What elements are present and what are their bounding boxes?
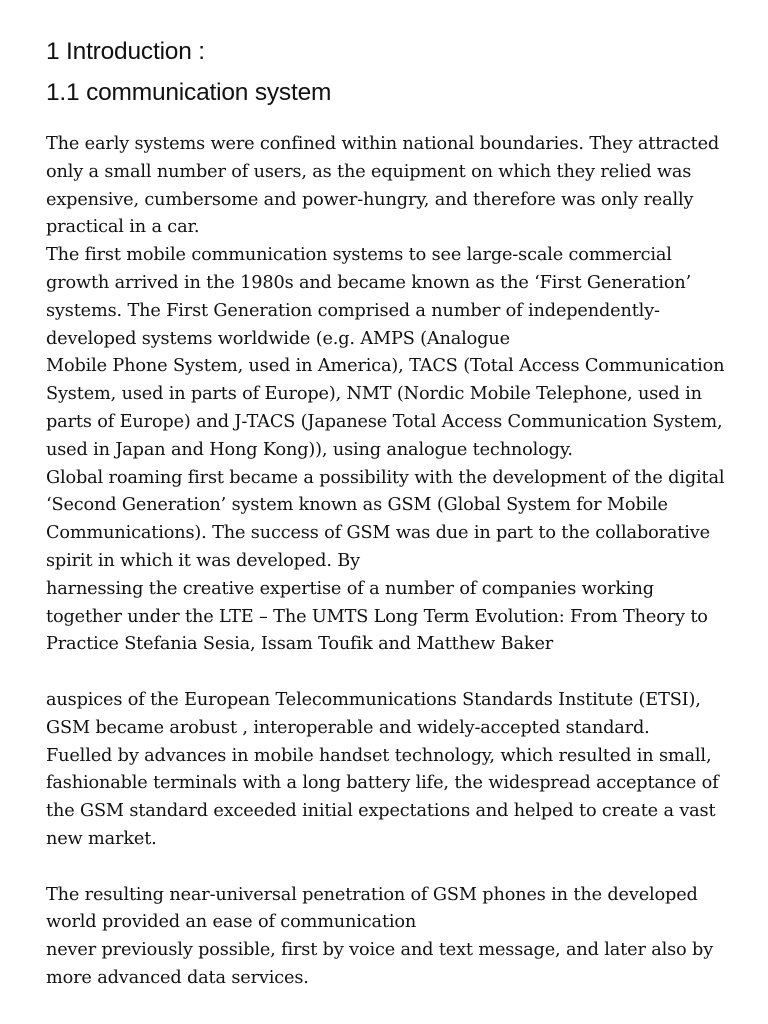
text-line: never previously possible, first by voice and text message, and later also by [46,940,714,961]
paragraph-gap [46,659,736,687]
paragraph-gap [46,854,736,882]
text-line: world provided an ease of communication [46,912,417,933]
document-page [46,34,736,993]
text-line: auspices of the European Telecommunications Standards Institute (ETSI), [46,689,701,710]
text-line: systems. The First Generation comprised a number of independently- [46,300,660,321]
text-line: fashionable terminals with a long battery life, the widespread acceptance of [46,773,719,794]
text-line: developed systems worldwide (e.g. AMPS (Analogue [46,328,510,349]
text-line: GSM became arobust , interoperable and widely-accepted standard. [46,717,650,738]
text-line: Fuelled by advances in mobile handset technology, which resulted in small, [46,745,712,766]
text-line: The resulting near-universal penetration of GSM phones in the developed [46,884,698,905]
text-line: parts of Europe) and J-TACS (Japanese Total Access Communication System, [46,411,723,432]
text-line: the GSM standard exceeded initial expectations and helped to create a vast [46,801,716,822]
body-text [46,131,736,993]
text-line: only a small number of users, as the equipment on which they relied was [46,161,692,182]
section-heading: 1 Introduction : [46,38,205,65]
text-line: expensive, cumbersome and power-hungry, and therefore was only really [46,189,694,210]
text-line: The first mobile communication systems to see large-scale commercial [46,245,672,266]
text-line: more advanced data services. [46,967,309,988]
text-line: Communications). The success of GSM was due in part to the collaborative [46,523,710,544]
text-line: Global roaming first became a possibility with the development of the digital [46,467,725,488]
text-line: Mobile Phone System, used in America), TACS (Total Access Communication [46,356,725,377]
text-line: practical in a car. [46,217,200,238]
text-line: Practice Stefania Sesia, Issam Toufik and Matthew Baker [46,634,554,655]
text-line: together under the LTE – The UMTS Long Term Evolution: From Theory to [46,606,708,627]
text-line: The early systems were confined within national boundaries. They attracted [46,134,720,154]
text-line: harnessing the creative expertise of a number of companies working [46,578,654,599]
text-line: spirit in which it was developed. By [46,550,360,571]
text-line: used in Japan and Hong Kong)), using analogue technology. [46,439,573,460]
text-line: System, used in parts of Europe), NMT (Nordic Mobile Telephone, used in [46,384,702,405]
subsection-heading: 1.1 communication system [46,79,332,106]
text-line: ‘Second Generation’ system known as GSM (Global System for Mobile [46,495,668,516]
text-line: new market. [46,828,157,849]
text-line: growth arrived in the 1980s and became known as the ‘First Generation’ [46,272,692,293]
